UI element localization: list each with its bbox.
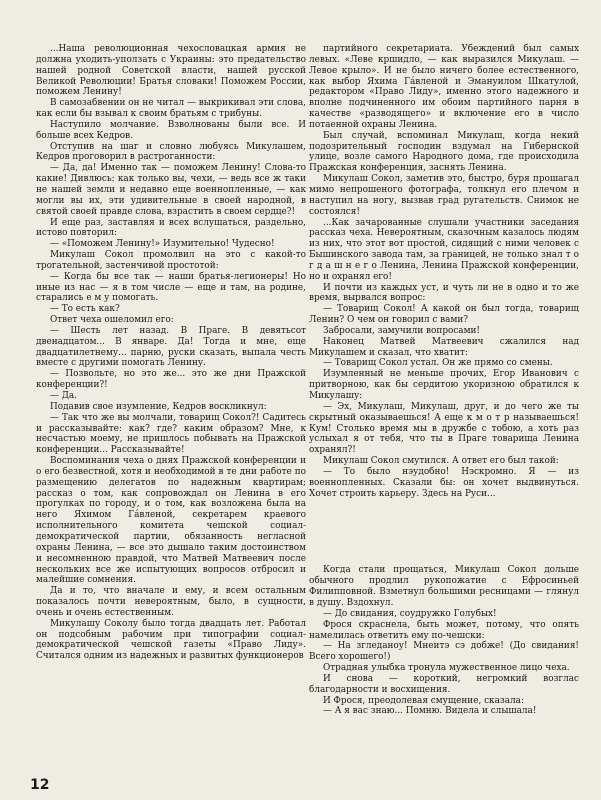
paragraph: — Товарищ Сокол! А какой он был тогда, товарищ Ленин? О чем он говорил с вами? — [309, 304, 579, 326]
paragraph: Микулаш Сокол промолвил на это с какой-то трогательной, застенчивой простотой: — [36, 250, 306, 271]
paragraph: В самозабвении он не читал — выкрикивал эти слова, как если бы взывал к своим братьям с трибуны. — [36, 98, 306, 120]
paragraph: Ответ чеха ошеломил его: — [50, 315, 174, 326]
paragraph: Наступило молчание. Взволнованы были все. И больше всех Кедров. — [36, 119, 306, 141]
page-number: 12 — [30, 777, 50, 793]
paragraph: Фрося скраснела, быть может, потому, что опять намелилась ответить ему по-чешски: — [309, 619, 579, 641]
paragraph: Подавив свое изумление, Кедров воскликнул: — [50, 401, 267, 412]
paragraph: — А я вас знаю... Помню. Видела и слышала! — [323, 706, 537, 717]
paragraph: — «Поможем Ленину!» Изумительно! Чудесно! — [50, 239, 275, 250]
right-text-column — [309, 44, 579, 717]
paragraph: — Эх, Микулаш, Микулаш, друг, и до чего же ты скрытный оказываешься! А еще к м о т р называешься! Кум! Столько время мы в дружбе с тобою, а хоть раз услыхал я от тебя, что ты в Праге товарища Ленина охранял?! — [309, 401, 579, 456]
paragraph: — На згледаноу! Мнеитэ сэ добже! (До свидания! Всего хорошего!) — [309, 641, 579, 663]
paragraph: Микулаш Сокол, заметив это, быстро, буря прошагал мимо непрошеного фотографа, толкнул его плечом и наступил на ногу, вызвав град ругательств. Снимок не состоялся! — [309, 174, 579, 217]
paragraph: Наконец Матвей Матвеевич сжалился над Микулашем и сказал, что хватит: — [309, 336, 579, 358]
left-text-column — [36, 44, 306, 662]
paragraph: — То есть как? — [50, 304, 120, 315]
paragraph: Отступив на шаг и словно любуясь Микулашем, Кедров проговорил в растроганности: — [36, 141, 306, 163]
paragraph: И почти из каждых уст, и чуть ли не в одно и то же время, вырвался вопрос: — [309, 282, 579, 304]
paragraph: Микулашу Соколу было тогда двадцать лет. Работал он подсобным рабочим при типографии социал-демократической чешской газеты «Право Лиду». Считался одним из надежных и развитых функционеров — [36, 618, 306, 662]
paragraph: партийного секретариата. Убеждений был самых левых. «Леве кршидло, — как выразился Микулаш. — Левое крыло». И не было ничего более естественного, как выбор Яхима Га́вленой и Эмануилом Шкатулой, редактором «Право Лиду», именно этого надежного и вполне подчиненного им обоим партийного парня в качестве «разводящего» и включение его в число потаенной охраны Ленина. — [309, 44, 579, 130]
paragraph: И еще раз, заставляя и всех вслушаться, раздельно, истово повторил: — [36, 217, 306, 239]
paragraph: — До свидания, соудружко Голубых! — [323, 608, 497, 619]
paragraph: — Товарищ Сокол устал. Он же прямо со смены. — [323, 358, 553, 369]
paragraph: — Да. — [50, 391, 78, 401]
paragraph: Забросали, замучили вопросами! — [323, 325, 480, 336]
paragraph: Да и то, что вначале и ему, и всем остальным показалось почти невероятным, было, в сущности, очень и очень естественным. — [36, 586, 306, 618]
paragraph: Отрадная улыбка тронула мужественное лицо чеха. — [323, 663, 570, 674]
paragraph: — Когда бы все так — наши братья-легионеры! Но иные из нас — я в том числе — еще и там, на родине, старались е м у помогать. — [36, 271, 306, 304]
paragraph: Когда стали прощаться, Микулаш Сокол дольше обычного продлил рукопожатие с Ефросиньей Филипповной. Взметнул большими ресницами — глянул в душу. Вздохнул. — [309, 565, 579, 608]
paragraph: — Шесть лет назад. В Праге. В девятьсот двенадцатом... В январе. Да! Тогда и мне, еще двадцатилетнему... парню, руски сказать, выпала честь вместе с другими помогать Ленину. — [36, 325, 306, 369]
paragraph: — Да, да! Именно так — поможем Ленину! Слова-то какие! Дивлюсь: как только вы, чехи, — ведь все ж таки не нашей земли и недавно еще военнопленные, — как могли вы их, эти удивительные в своей народной, в святой своей правде слова, взрастить в своем сердце?! — [36, 163, 306, 217]
paragraph: И Фрося, преодолевая смущение, сказала: — [323, 695, 524, 706]
paragraph: Микулаш Сокол смутился. А ответ его был такой: — [323, 456, 559, 467]
paragraph: Изумленный не меньше прочих, Егор Иванович с притворною, как бы сердитою укоризною обратился к Микулашу: — [309, 369, 579, 401]
paragraph: — Позвольте, но это же... это же дни Пражской конференции?! — [36, 369, 306, 391]
paragraph: ...Как зачарованные слушали участники заседания рассказ чеха. Невероятным, сказочным казалось людям из них, что этот вот простой, сидящий с ними человек с Бышинского завода там, за границей, не только знал т о г д а ш н е г о Ленина, Ленина Пражской конференции, но и охранял его! — [309, 217, 579, 282]
paragraph: И снова — короткий, негромкий возглас благодарности и восхищения. — [309, 673, 579, 695]
paragraph: — То было нэудобно! Нэскромно. Я — из военнопленных. Сказали бы: он хочет выдвинуться. Хочет строить карьеру. Здесь на Руси... — [309, 466, 579, 499]
paragraph: Воспоминания чеха о днях Пражской конференции и о его безвестной, хотя и необходимой в те дни работе по размещению делегатов по надежным квартирам; рассказ о том, как сопровождал он Ленина в его прогулках по городу, и о том, как возложена была на него Яхимом Га́вленой, секретарем краевого исполнительного комитета чешской социал-демократической партии, обязанность негласной охраны Ленина, — все это дышало таким достоинством и несомненною правдой, что Матвей Матвеевич после нескольких все же испытующих вопросов отбросил и малейшие сомнения. — [36, 456, 306, 586]
paragraph: ...Наша революционная чехословацкая армия не должна уходить-уползать с Украины: это предательство нашей родной Советской власти, нашей русской Великой Революции! Братья словаки! Поможем России, поможем Ленину! — [36, 44, 306, 98]
paragraph: — Так что же вы молчали, товарищ Сокол?! Садитесь и рассказывайте: как? где? каким образом? Мне, к несчастью моему, не пришлось побывать на Пражской конференции... Рассказывайте! — [36, 412, 306, 456]
paragraph: Был случай, вспоминал Микулаш, когда некий подозрительный господин вздумал на Гибернской улице, возле самого Народного дома, где происходила Пражская конференция, заснять Ленина. — [309, 130, 579, 174]
